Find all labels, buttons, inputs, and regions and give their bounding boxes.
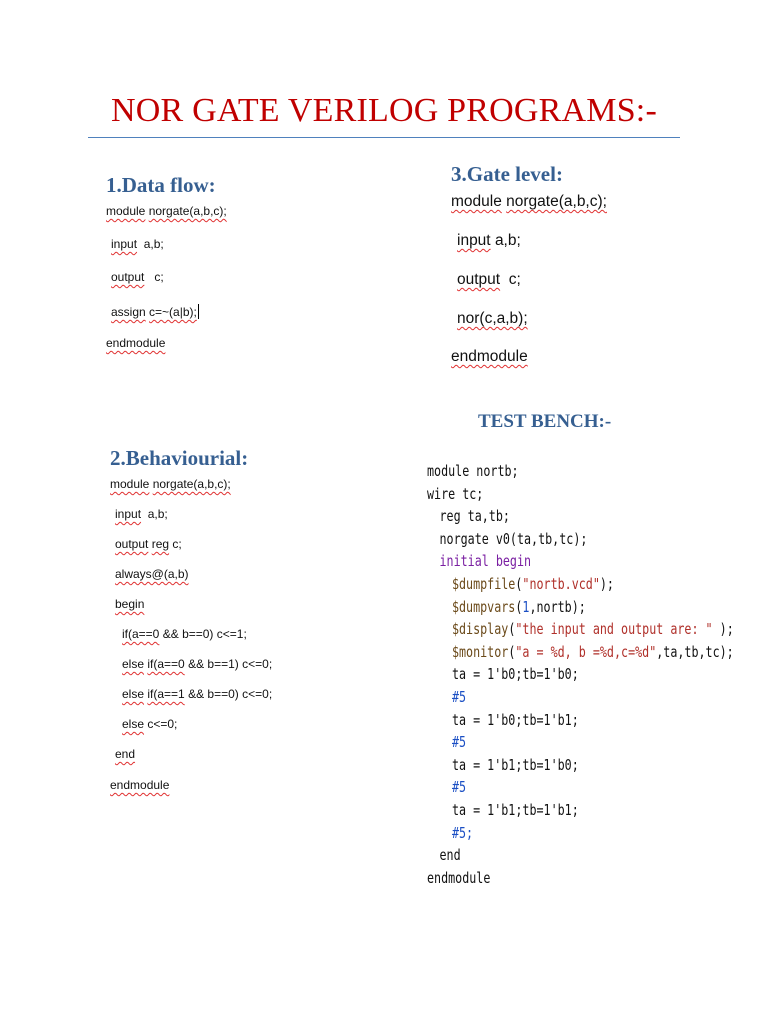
code-token: input (111, 237, 138, 251)
code-token: endmodule (451, 348, 528, 365)
dataflow-line (111, 271, 164, 283)
code-token: b==0) (182, 627, 214, 641)
gatelevel-line (457, 311, 528, 327)
code-token: else (122, 687, 145, 701)
code-token: c; (508, 271, 521, 288)
testbench-line: #5 (451, 733, 467, 752)
dataflow-line (106, 205, 227, 217)
page-title: NOR GATE VERILOG PROGRAMS:- (111, 92, 657, 129)
code-token: a,b; (143, 237, 164, 251)
testbench-line: #5 (451, 778, 467, 797)
behavioural-line (115, 568, 189, 580)
code-token: always@(a,b) (115, 567, 189, 581)
behavioural-line (122, 658, 272, 670)
testbench-line: end (439, 846, 461, 865)
code-token (137, 237, 144, 251)
code-token: else (122, 657, 145, 671)
code-token: input (115, 507, 142, 521)
code-token: end (115, 747, 136, 761)
gatelevel-line (457, 272, 521, 288)
code-token: c; (154, 270, 164, 284)
testbench-line: $dumpfile("nortb.vcd"); (451, 574, 614, 593)
testbench-line: wire tc; (427, 484, 484, 503)
code-token: module (451, 193, 502, 210)
code-token: else (122, 717, 145, 731)
code-token: output (111, 270, 145, 284)
testbench-line: endmodule (427, 868, 491, 887)
code-token: c<=0; (242, 657, 273, 671)
code-token: c<=0; (242, 687, 273, 701)
code-token: a,b; (147, 507, 168, 521)
code-token: if(a==0 (147, 657, 185, 671)
code-token: if(a==0 (122, 627, 160, 641)
code-token (500, 271, 509, 288)
code-token: && (162, 627, 179, 641)
testbench-code-block (427, 460, 734, 889)
testbench-line: initial begin (439, 552, 532, 571)
dataflow-line (111, 238, 164, 250)
gatelevel-heading: 3.Gate level: (451, 162, 563, 186)
text-cursor (198, 304, 199, 319)
behavioural-line (122, 718, 177, 730)
testbench-line: #5 (451, 687, 467, 706)
gatelevel-line (451, 349, 528, 365)
gatelevel-line (451, 194, 607, 210)
code-token: output (115, 537, 149, 551)
dataflow-line-text (111, 305, 197, 319)
behavioural-line (115, 508, 168, 520)
behavioural-heading: 2.Behaviourial: (110, 446, 249, 470)
dataflow-line (106, 337, 165, 349)
code-token: norgate(a,b,c); (506, 193, 607, 210)
code-token: endmodule (106, 336, 166, 350)
behavioural-line (122, 628, 247, 640)
testbench-line: $monitor("a = %d, b =%d,c=%d",ta,tb,tc); (451, 642, 734, 661)
code-token: b==1) (207, 657, 239, 671)
code-token: norgate(a,b,c); (152, 477, 231, 491)
behavioural-line (110, 779, 169, 791)
behavioural-line (115, 598, 144, 610)
code-token: a,b; (494, 232, 521, 249)
code-token: c=~(a|b); (149, 305, 197, 319)
testbench-line: $display("the input and output are: " ); (451, 620, 734, 639)
testbench-line: norgate v0(ta,tb,tc); (439, 529, 588, 548)
code-token: && (188, 657, 205, 671)
code-token: endmodule (110, 778, 170, 792)
testbench-heading: TEST BENCH:- (478, 411, 612, 432)
testbench-line: $dumpvars(1,nortb); (451, 597, 586, 616)
testbench-line: ta = 1'b0;tb=1'b0; (451, 665, 579, 684)
testbench-line: reg ta,tb; (439, 507, 510, 526)
code-token (144, 270, 154, 284)
code-token: module (110, 477, 150, 491)
code-token: input (457, 232, 491, 249)
code-token: c<=1; (216, 627, 247, 641)
code-token: module (106, 204, 146, 218)
testbench-line: ta = 1'b1;tb=1'b0; (451, 755, 579, 774)
title-rule (88, 137, 680, 138)
behavioural-line (122, 688, 272, 700)
testbench-line: module nortb; (427, 462, 519, 480)
dataflow-heading: 1.Data flow: (106, 173, 216, 197)
testbench-line: #5; (451, 823, 474, 842)
code-token: begin (115, 597, 145, 611)
code-token: norgate(a,b,c); (148, 204, 227, 218)
code-token: c<=0; (147, 717, 178, 731)
code-token: nor(c,a,b); (457, 310, 528, 327)
gatelevel-line (457, 233, 521, 249)
behavioural-line (115, 538, 182, 550)
testbench-line: ta = 1'b0;tb=1'b1; (451, 710, 579, 729)
code-token: c; (172, 537, 182, 551)
code-token: if(a==1 (147, 687, 185, 701)
behavioural-line (115, 748, 135, 760)
code-token (141, 507, 148, 521)
behavioural-line (110, 478, 231, 490)
code-token: assign (111, 305, 146, 319)
code-token: && (188, 687, 205, 701)
testbench-line: ta = 1'b1;tb=1'b1; (451, 800, 579, 819)
dataflow-assign-line (111, 304, 199, 319)
code-token: b==0) (207, 687, 239, 701)
code-token: output (457, 271, 501, 288)
code-token: reg (151, 537, 170, 551)
